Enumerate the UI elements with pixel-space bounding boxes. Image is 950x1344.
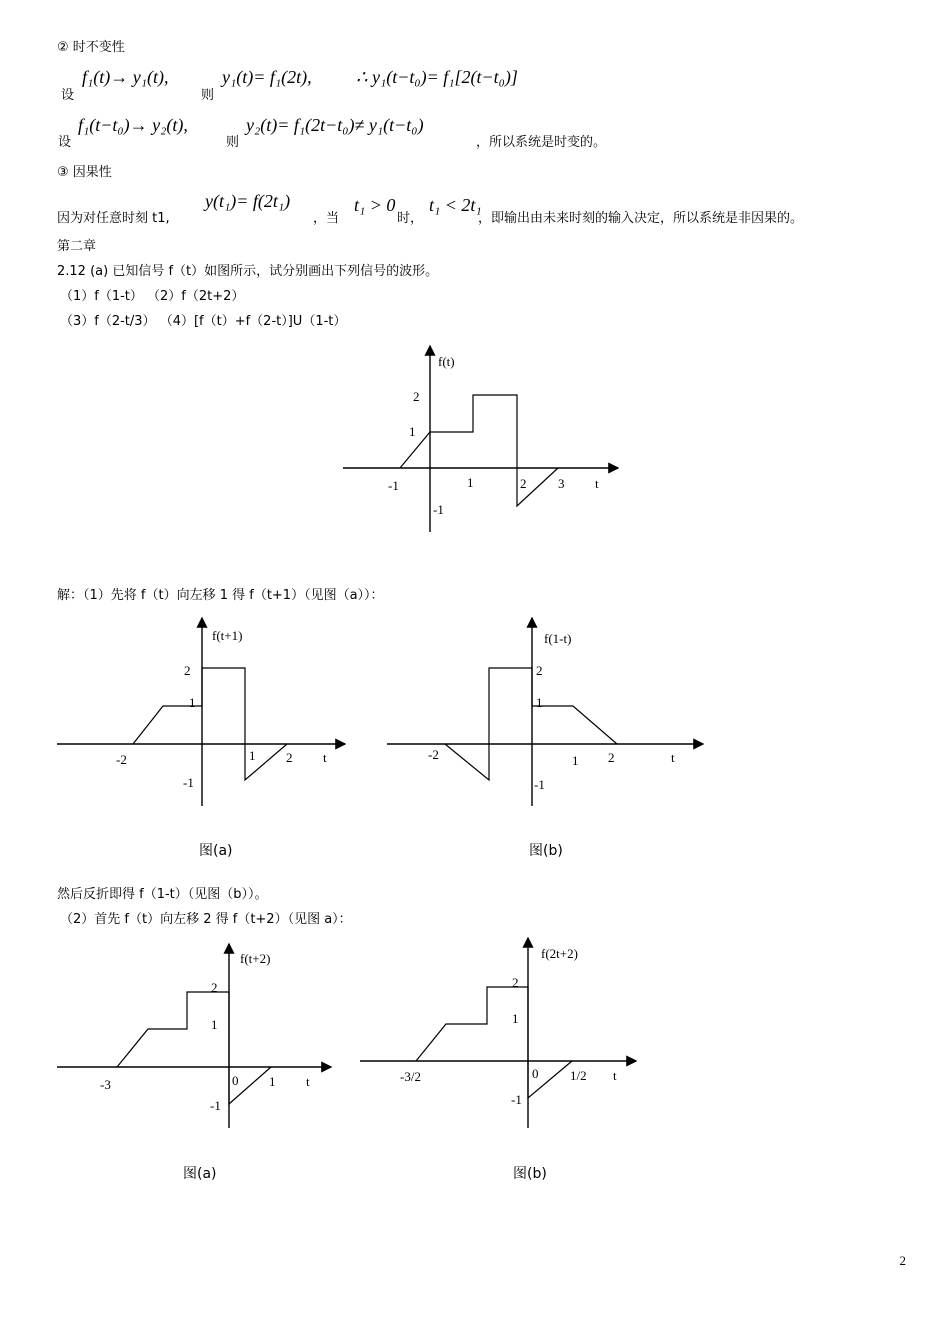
figure-f-t-plus-2 xyxy=(55,938,345,1138)
x-axis-label: t xyxy=(595,476,599,491)
solution-step-1: 解：（1）先将 f（t）向左移 1 得 f（t+1）（见图（a））： xyxy=(57,588,384,603)
line1-then: 则 xyxy=(201,88,215,103)
line2-equation-b: y₂(t)= f₁(2t−t₀)≠ y₁(t−t₀) xyxy=(246,115,424,135)
y-tick-label: 1 xyxy=(189,695,196,710)
signal-waveform xyxy=(445,668,617,780)
y-tick-label: 1 xyxy=(536,695,543,710)
x-tick-label: 1 xyxy=(572,753,579,768)
figure-f-1-minus-t xyxy=(385,612,715,812)
signal-waveform xyxy=(400,395,558,506)
x-tick-label: 2 xyxy=(520,476,527,491)
causality-shi: 时， xyxy=(397,211,424,226)
figure-caption-b: 图(b) xyxy=(529,843,563,859)
y-axis-label: f(1-t) xyxy=(544,631,572,646)
y-tick-label: 2 xyxy=(413,389,420,404)
problem-statement: 2.12 (a) 已知信号 f（t）如图所示，试分别画出下列信号的波形。 xyxy=(57,264,439,279)
y-tick-label: -1 xyxy=(183,775,194,790)
x-tick-label: 0 xyxy=(532,1066,539,1081)
x-tick-label: -2 xyxy=(116,752,127,767)
x-tick-label: -2 xyxy=(428,747,439,762)
solution-flip-note: 然后反折即得 f（1-t）（见图（b））。 xyxy=(57,887,268,902)
causality-condition-b: t₁ < 2t₁ xyxy=(429,195,482,215)
y-tick-label: -1 xyxy=(433,502,444,517)
x-tick-label: 2 xyxy=(608,750,615,765)
causality-condition-a: t₁ > 0 xyxy=(354,195,396,215)
y-axis-label: f(2t+2) xyxy=(541,946,578,961)
line2-equation-a: f₁(t−t₀)→ y₂(t), xyxy=(78,115,188,135)
causality-when: ，当 xyxy=(313,211,340,226)
figure-caption-a-2: 图(a) xyxy=(183,1166,217,1182)
x-tick-label: 3 xyxy=(558,476,565,491)
x-axis-label: t xyxy=(613,1068,617,1083)
signal-waveform xyxy=(416,987,572,1098)
y-axis-label: f(t+2) xyxy=(240,951,271,966)
line1-prefix: 设 xyxy=(61,88,75,103)
page-number: 2 xyxy=(899,1253,906,1268)
line2-prefix: 设 xyxy=(58,135,72,150)
section-heading-time-invariance: ② 时不变性 xyxy=(57,40,125,55)
y-axis-label: f(t+1) xyxy=(212,628,243,643)
x-tick-label: 0 xyxy=(232,1073,239,1088)
line2-then: 则 xyxy=(226,135,240,150)
line1-equation-c: ∴ y₁(t−t₀)= f₁[2(t−t₀)] xyxy=(356,67,518,87)
signal-waveform xyxy=(117,992,271,1104)
y-tick-label: 1 xyxy=(409,424,416,439)
signal-waveform xyxy=(133,668,287,780)
x-tick-label: 1 xyxy=(467,475,474,490)
y-tick-label: 2 xyxy=(211,980,218,995)
problem-items-row1: （1）f（1-t） （2）f（2t+2） xyxy=(60,289,245,304)
figure-f-t xyxy=(340,340,630,540)
x-tick-label: -3/2 xyxy=(400,1069,421,1084)
y-tick-label: -1 xyxy=(210,1098,221,1113)
figure-f-2t-plus-2 xyxy=(358,932,648,1132)
y-tick-label: -1 xyxy=(534,777,545,792)
y-tick-label: 2 xyxy=(536,663,543,678)
x-tick-label: 1 xyxy=(249,748,256,763)
x-tick-label: 1/2 xyxy=(570,1068,587,1083)
causality-conclusion: ，即输出由未来时刻的输入决定，所以系统是非因果的。 xyxy=(478,211,804,226)
y-tick-label: 1 xyxy=(512,1011,519,1026)
x-axis-label: t xyxy=(671,750,675,765)
y-axis-label: f(t) xyxy=(438,354,455,369)
causality-prefix: 因为对任意时刻 t1, xyxy=(57,211,170,226)
y-tick-label: 2 xyxy=(512,975,519,990)
y-tick-label: -1 xyxy=(511,1092,522,1107)
x-axis-label: t xyxy=(306,1074,310,1089)
line1-equation-b: y₁(t)= f₁(2t), xyxy=(222,67,312,87)
figure-caption-a: 图(a) xyxy=(199,843,233,859)
chapter-title: 第二章 xyxy=(57,239,97,254)
figure-f-t-plus-1 xyxy=(55,612,355,812)
line1-equation-a: f₁(t)→ y₁(t), xyxy=(82,67,169,87)
causality-equation: y(t₁)= f(2t₁) xyxy=(205,191,291,211)
x-axis-label: t xyxy=(323,750,327,765)
x-tick-label: 2 xyxy=(286,750,293,765)
y-tick-label: 2 xyxy=(184,663,191,678)
y-tick-label: 1 xyxy=(211,1017,218,1032)
figure-caption-b-2: 图(b) xyxy=(513,1166,547,1182)
x-tick-label: 1 xyxy=(269,1074,276,1089)
solution-step-2: （2）首先 f（t）向左移 2 得 f（t+2）（见图 a）： xyxy=(60,912,352,927)
x-tick-label: -1 xyxy=(388,478,399,493)
x-tick-label: -3 xyxy=(100,1077,111,1092)
problem-items-row2: （3）f（2-t/3） （4）[f（t）+f（2-t）]U（1-t） xyxy=(60,314,347,329)
line2-conclusion: ，所以系统是时变的。 xyxy=(476,135,607,150)
section-heading-causality: ③ 因果性 xyxy=(57,165,112,180)
